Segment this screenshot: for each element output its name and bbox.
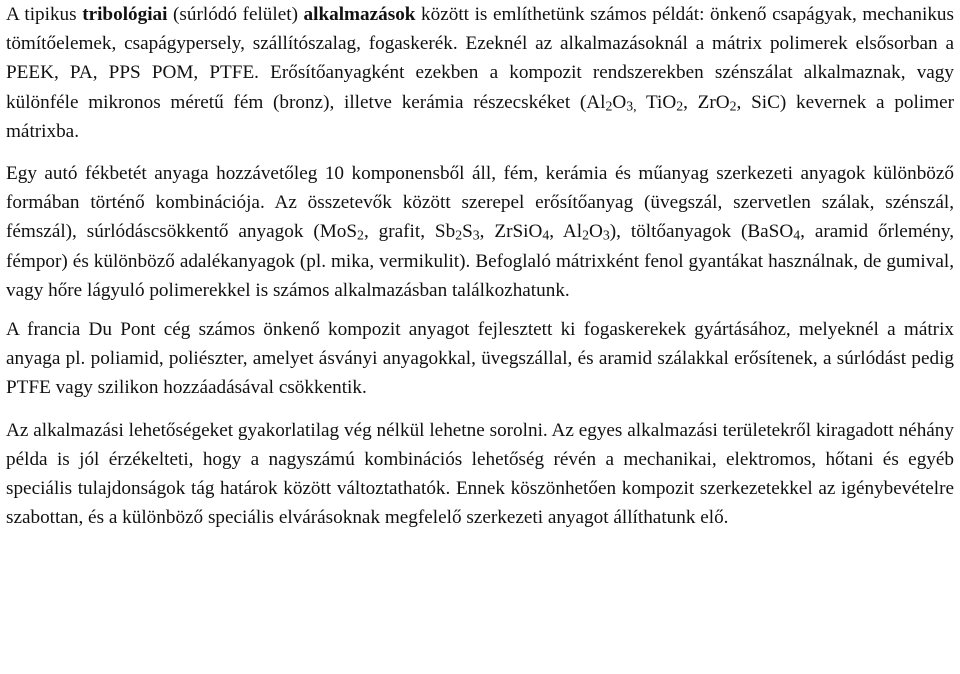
text-run: között is említhetünk számos példát: önkenő csapágyak, mechanikus tömítőelemek, csapágypersely, szállítószalag, fogaskerék. Ezeknél az alkalmazásoknál a mátrix polimerek elsősorban a PEEK, PA, PPS POM, PTFE. Erősítőanyagként ezekben a kompozit rendszerekben szénszálat alkalmaznak, vagy különféle mikronos méretű fém (bronz), illetve kerámia részecskéket (Al <box>6 4 954 113</box>
subscript: 2 <box>357 227 364 243</box>
subscript: 2 <box>455 227 463 243</box>
text-run: (súrlódó felület) <box>167 4 304 25</box>
text-run: , grafit, Sb <box>363 221 456 243</box>
text-run: Egy autó fékbetét anyaga hozzávetőleg 10 komponensből áll, fém, kerámia és műanyag szerkezeti anyagok különböző formában történő kombinációja. Az összetevők között szerepel erősítőanyag (üvegszál, szervetlen szálak, szénszál, fémszál), súrlódáscsökkentő anyagok (MoS <box>6 163 954 243</box>
subscript: 2 <box>605 98 613 114</box>
text-run: , SiC) kevernek a polimer mátrixba. <box>6 91 954 142</box>
paragraph-applications <box>6 416 954 533</box>
paragraph-tribology <box>6 0 954 146</box>
text-run: O <box>589 221 603 243</box>
text-run: TiO <box>636 91 677 113</box>
text-run: , ZrO <box>683 91 730 113</box>
bold-term: tribológiai <box>82 4 168 25</box>
subscript: 3 <box>472 227 480 243</box>
subscript: 4 <box>542 227 550 243</box>
text-run: ), töltőanyagok (BaSO <box>609 221 794 243</box>
subscript: 2 <box>582 227 590 243</box>
text-run: S <box>462 221 473 243</box>
text-run: A francia Du Pont cég számos önkenő kompozit anyagot fejlesztett ki fogaskerekek gyártásához, melyeknél a mátrix anyaga pl. poliamid, poliészter, amelyet ásványi anyagokkal, üvegszállal, és aramid szálakkal erősítenek, a súrlódást pedig PTFE vagy szilikon hozzáadásával csökkentik. <box>6 319 954 399</box>
text-run: , ZrSiO <box>479 221 543 243</box>
subscript: 4 <box>793 227 801 243</box>
subscript: 2 <box>676 98 684 114</box>
subscript: 3 <box>602 227 610 243</box>
bold-term: alkalmazások <box>303 4 416 25</box>
text-run: O <box>612 91 627 113</box>
text-run: , aramid őrlemény, fémpor) és különböző adalékanyagok (pl. mika, vermikulit). Befoglaló mátrixként fenol gyantákat használnak, de gumival, vagy hőre lágyuló polimerekkel is számos alkalmazásban találkozhatunk. <box>6 221 955 301</box>
paragraph-du-pont <box>6 315 954 403</box>
subscript: 2 <box>729 98 737 114</box>
text-run: A tipikus <box>6 4 83 25</box>
text-run: , Al <box>549 221 583 243</box>
text-run: Az alkalmazási lehetőségeket gyakorlatilag vég nélkül lehetne sorolni. Az egyes alkalmazási területekről kiragadott néhány példa is jól érzékelteti, hogy a nagyszámú kombinációs lehetőség révén a mechanikai, elektromos, hőtani és egyéb speciális tulajdonságok tág határok között változtathatók. Ennek köszönhetően kompozit szerkezetekkel az igénybevételre szabottan, és a különböző speciális elvárásoknak megfelelő szerkezeti anyagot állíthatunk elő. <box>6 419 954 529</box>
subscript: 3, <box>626 98 637 114</box>
paragraph-brake-pad <box>6 159 954 305</box>
